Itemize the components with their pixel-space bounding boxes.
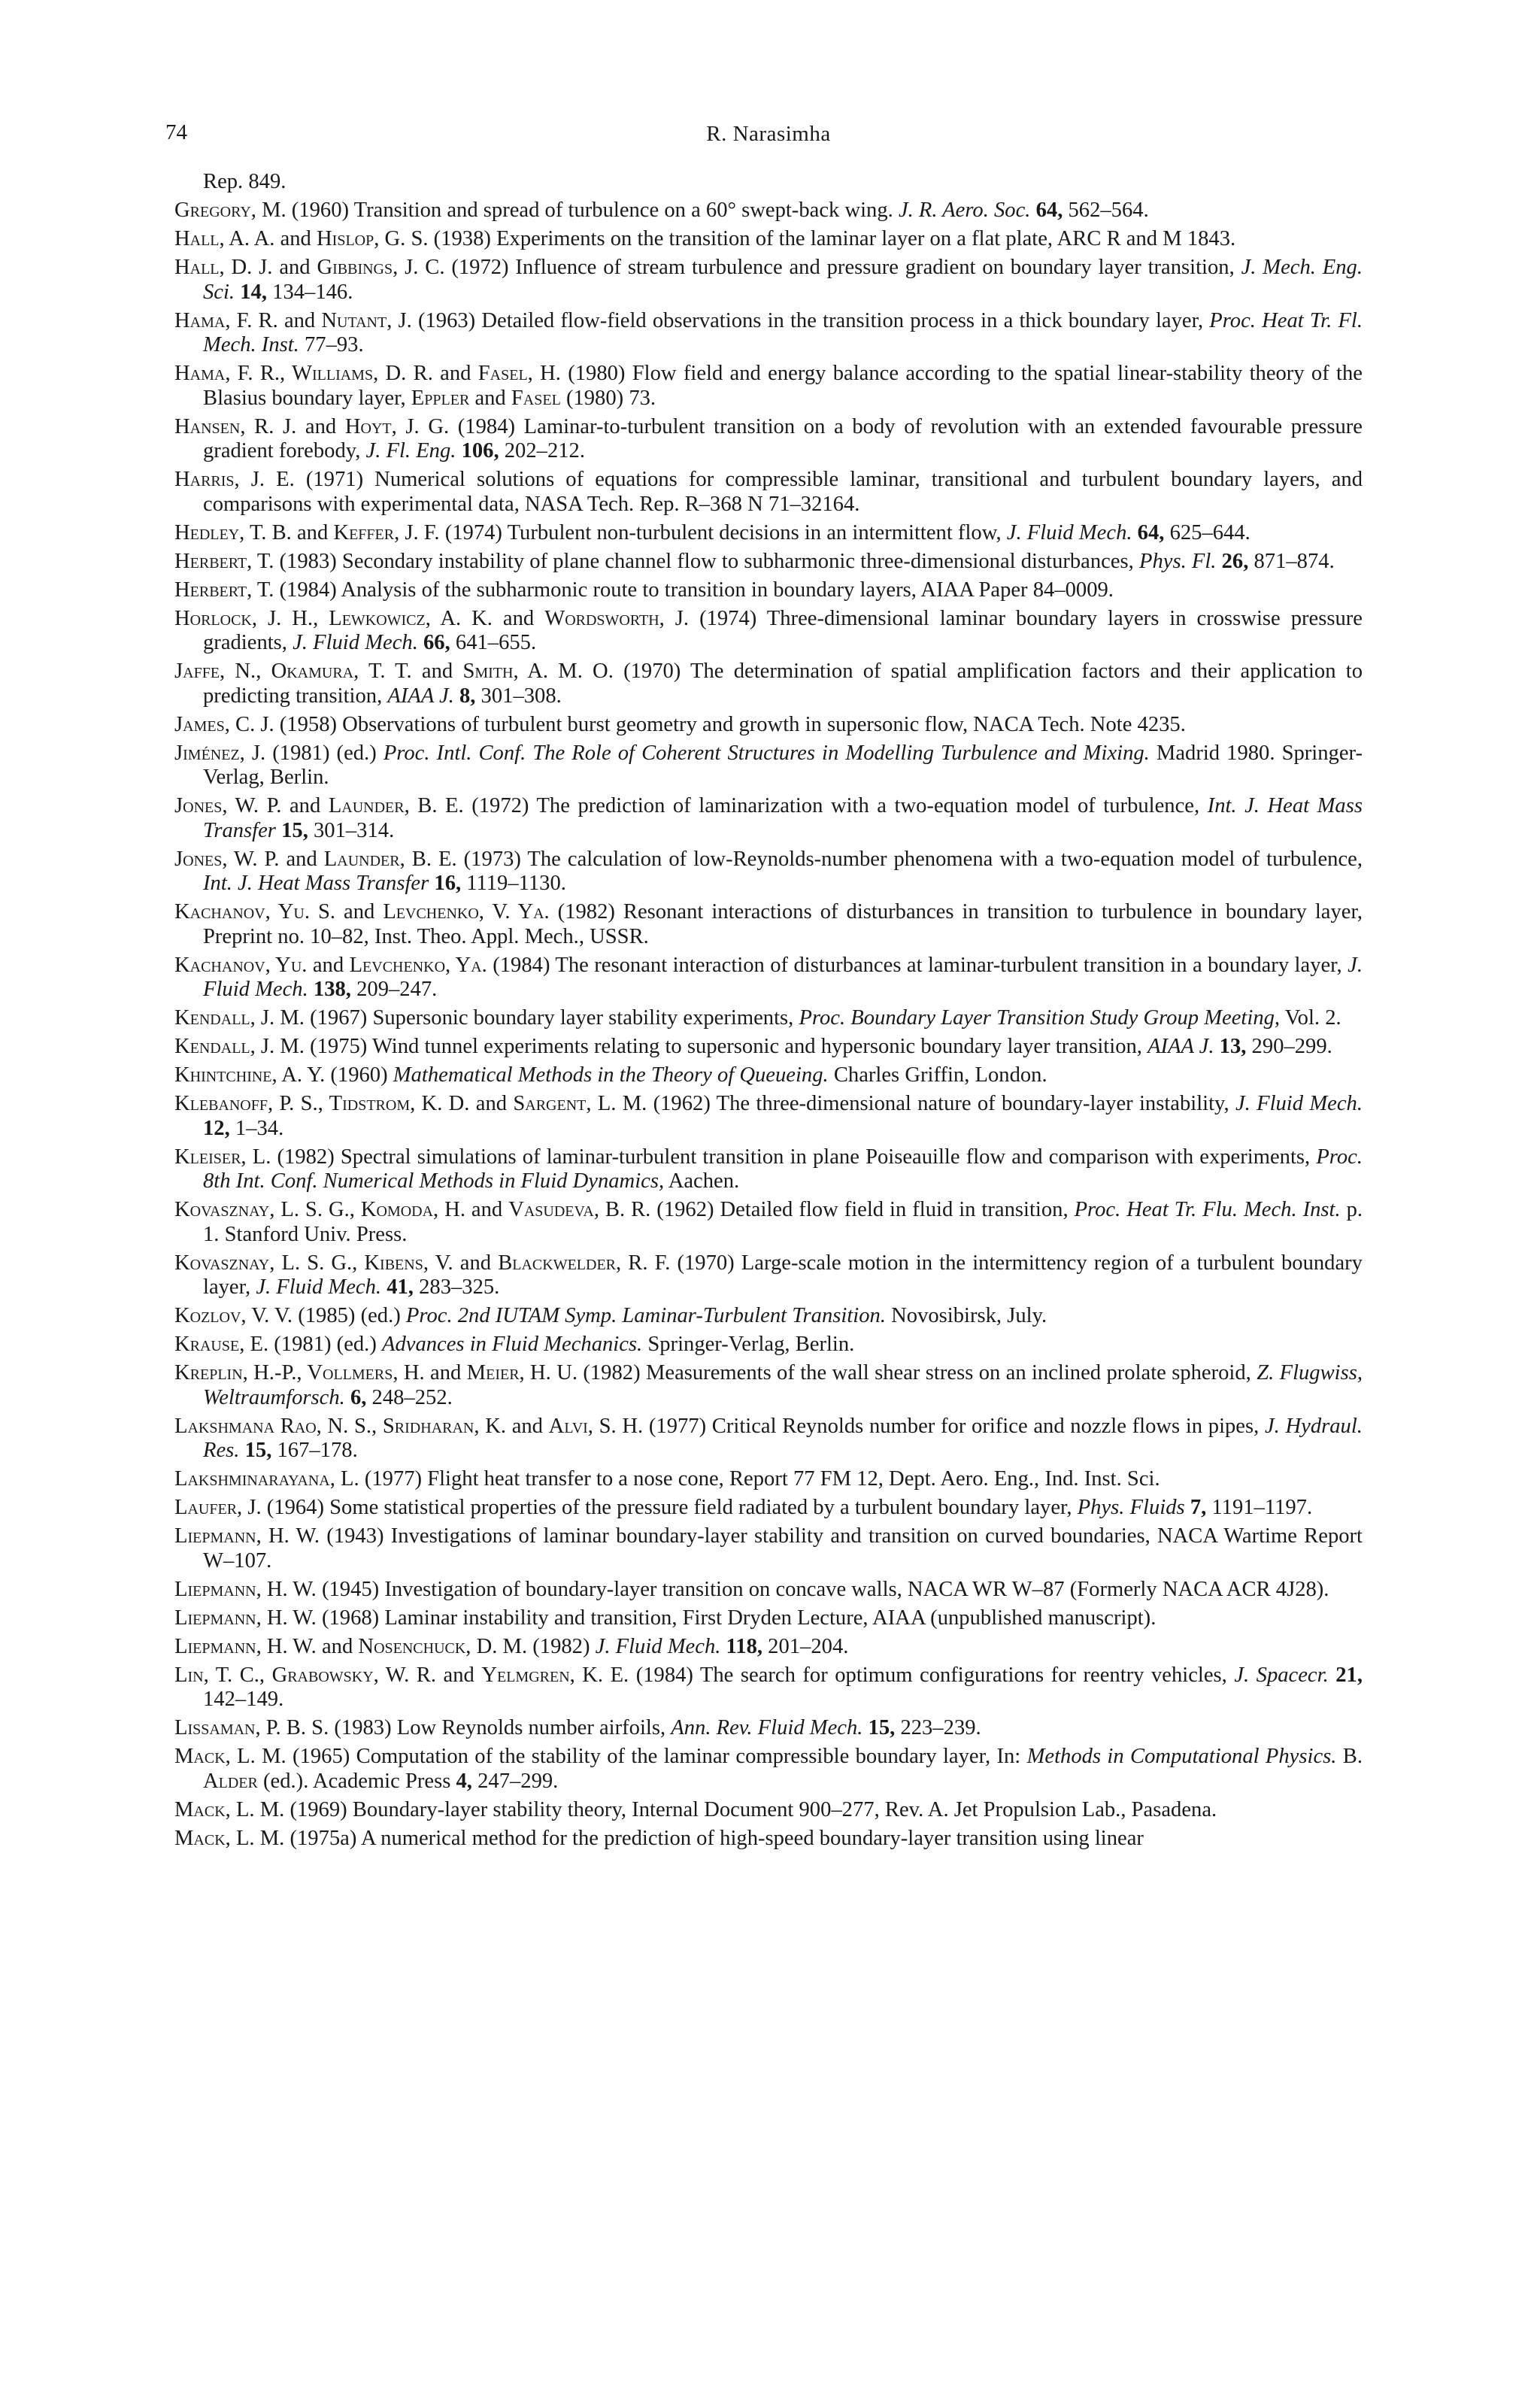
reference-entry <box>174 1716 1363 1741</box>
ref-text: (1984) Analysis of the subharmonic route to transition in boundary layers, AIAA Paper 84–0009. <box>274 578 1114 602</box>
ref-text: (1962) Detailed flow field in fluid in transition, <box>650 1198 1075 1221</box>
ref-author: Kleiser, L. <box>174 1145 271 1169</box>
ref-journal: J. Fl. Eng. <box>365 439 456 463</box>
reference-entry <box>174 256 1363 305</box>
reference-entry <box>174 1304 1363 1329</box>
ref-text: (1960) Transition and spread of turbulence on a 60° swept-back wing. <box>286 199 899 222</box>
ref-author: Lakshminarayana, L. <box>174 1467 359 1491</box>
reference-entry <box>174 1333 1363 1357</box>
ref-journal: J. Fluid Mech. <box>1006 520 1132 544</box>
ref-journal: J. Spacecr. <box>1234 1663 1329 1687</box>
reference-entry <box>174 1798 1363 1823</box>
ref-author: Levchenko, V. Ya. <box>383 900 550 924</box>
ref-text: and <box>307 953 350 977</box>
reference-entry <box>174 1035 1363 1060</box>
ref-text: (1984) The search for optimum configurations for reentry vehicles, <box>629 1663 1235 1687</box>
reference-entry <box>174 1524 1363 1573</box>
ref-journal: Proc. Intl. Conf. The Role of Coherent Structures in Modelling Turbulence and Mixing. <box>383 741 1150 765</box>
ref-journal: Methods in Computational Physics. <box>1026 1745 1337 1768</box>
ref-journal: Proc. Boundary Layer Transition Study Group Meeting, <box>799 1006 1281 1030</box>
ref-author: Gibbings, J. C. <box>317 256 445 279</box>
ref-text: 247–299. <box>471 1769 559 1793</box>
reference-entry <box>174 1251 1363 1300</box>
reference-entry <box>174 794 1363 843</box>
ref-text <box>720 1635 726 1658</box>
ref-text: (1970) The determination of spatial amplification factors and their application to predicting transition, <box>203 660 1363 708</box>
running-head-author: R. Narasimha <box>706 122 831 146</box>
ref-author: Jones, W. P. <box>174 847 280 871</box>
ref-text: (1982) Resonant interactions of disturbances in transition to turbulence in boundary layer, Preprint no. 10–82, Inst. Theo. Appl. Mech., USSR. <box>203 900 1363 948</box>
ref-author: Mack, L. M. <box>174 1797 285 1821</box>
ref-text: (1972) The prediction of laminarization with a two-equation model of turbulence, <box>463 794 1208 817</box>
page-number: 74 <box>165 120 187 144</box>
ref-text: (1971) Numerical solutions of equations for compressible laminar, transitional and turbulent boundary layers, and comparisons with experimental data, NASA Tech. Rep. R–368 N 71–32164. <box>203 468 1363 516</box>
ref-text: 283–325. <box>413 1275 500 1299</box>
ref-volume: 15, <box>244 1439 272 1462</box>
ref-author: Mack, L. M. <box>174 1745 286 1768</box>
ref-journal: Mathematical Methods in the Theory of Queueing. <box>393 1063 829 1087</box>
ref-journal: Phys. Fl. <box>1138 549 1217 573</box>
ref-text: (1963) Detailed flow-field observations in the transition process in a thick boundary layer, <box>411 308 1210 332</box>
reference-entry <box>174 1827 1363 1852</box>
ref-text <box>1185 1496 1190 1519</box>
ref-author: Kreplin, H.-P., Vollmers, H. <box>174 1361 425 1385</box>
ref-text: (1975) Wind tunnel experiments relating to supersonic and hypersonic boundary layer transition, <box>304 1035 1148 1058</box>
ref-text <box>1216 550 1221 573</box>
ref-text: 1119–1130. <box>461 872 566 895</box>
ref-text <box>1030 199 1035 222</box>
ref-text: Vol. 2. <box>1280 1006 1341 1030</box>
reference-entry <box>174 199 1363 223</box>
ref-author: Liepmann, H. W. <box>174 1577 317 1601</box>
reference-entry <box>174 1664 1363 1712</box>
ref-text: and <box>291 520 334 544</box>
ref-text: and <box>281 794 329 817</box>
ref-journal: Int. J. Heat Mass Transfer <box>203 794 1363 842</box>
ref-text: (1984) Laminar-to-turbulent transition on a body of revolution with an extended favourable pressure gradient forebody, <box>203 414 1363 463</box>
ref-author: Herbert, T. <box>174 549 274 573</box>
ref-author: Mack, L. M. <box>174 1826 285 1850</box>
ref-text: and <box>274 227 317 250</box>
ref-text: (1945) Investigation of boundary-layer transition on concave walls, NACA WR W–87 (Formerly NACA ACR 4J28). <box>316 1577 1329 1601</box>
ref-author: Jones, W. P. <box>174 794 282 817</box>
reference-entry <box>174 1092 1363 1141</box>
ref-volume: 15, <box>868 1716 896 1739</box>
ref-text: and <box>492 606 545 630</box>
ref-author: Hedley, T. B. <box>174 520 292 544</box>
ref-text <box>1329 1664 1336 1687</box>
ref-author: James, C. J. <box>174 712 274 736</box>
ref-author: Kachanov, Yu. <box>174 953 308 977</box>
ref-journal: Proc. Heat Tr. Fl. Mech. Inst. <box>203 308 1363 356</box>
ref-text: (1969) Boundary-layer stability theory, Internal Document 900–277, Rev. A. Jet Propulsion Lab., Pasadena. <box>284 1797 1217 1821</box>
ref-journal: J. Fluid Mech. <box>293 631 418 654</box>
ref-author: Kovasznay, L. S. G., Kibens, V. <box>174 1251 453 1275</box>
ref-journal: J. Fluid Mech. <box>1235 1092 1363 1115</box>
ref-volume: 41, <box>387 1275 414 1299</box>
ref-text <box>418 631 423 654</box>
ref-text: 142–149. <box>203 1688 284 1711</box>
reference-entry <box>174 362 1363 411</box>
ref-journal: Advances in Fluid Mechanics. <box>382 1333 643 1356</box>
ref-text <box>345 1386 350 1409</box>
ref-volume: 8, <box>459 684 476 708</box>
reference-entry <box>174 900 1363 949</box>
ref-author: Herbert, T. <box>174 578 274 602</box>
ref-text: (1984) The resonant interaction of disturbances at laminar-turbulent transition in a boundary layer, <box>487 953 1348 977</box>
reference-entry <box>174 954 1363 1002</box>
ref-text: (ed.). Academic Press <box>257 1769 456 1793</box>
ref-text: (1973) The calculation of low-Reynolds-number phenomena with a two-equation model of turbulence, <box>456 847 1363 871</box>
ref-text: and <box>335 900 383 924</box>
ref-text: 202–212. <box>499 439 585 463</box>
page <box>165 113 1363 1855</box>
reference-entry <box>174 1496 1363 1521</box>
ref-text: (1962) The three-dimensional nature of boundary-layer instability, <box>647 1092 1235 1115</box>
reference-entry <box>174 1606 1363 1631</box>
ref-text: and <box>465 1198 509 1221</box>
ref-text: and <box>469 1092 514 1115</box>
ref-volume: 13, <box>1219 1035 1247 1058</box>
ref-text: (1943) Investigations of laminar boundary-layer stability and transition on curved boundaries, NACA Wartime Report W–107. <box>203 1524 1363 1573</box>
ref-text: 77–93. <box>299 333 364 356</box>
ref-author: Lakshmana Rao, N. S., Sridharan, K. <box>174 1414 506 1438</box>
ref-journal: J. Fluid Mech. <box>595 1634 721 1658</box>
ref-text <box>239 1439 244 1462</box>
ref-text: (1964) Some statistical properties of the pressure field radiated by a turbulent boundary layer, <box>261 1496 1078 1519</box>
ref-text: B. <box>1336 1745 1363 1768</box>
reference-entry <box>174 1578 1363 1603</box>
ref-text: (1968) Laminar instability and transition, First Dryden Lecture, AIAA (unpublished manuscript). <box>316 1606 1157 1630</box>
reference-entry <box>174 660 1363 708</box>
ref-text: (1960) <box>325 1063 393 1087</box>
ref-author: Lissaman, P. B. S. <box>174 1716 329 1739</box>
reference-entry <box>174 227 1363 252</box>
ref-text: (1958) Observations of turbulent burst geometry and growth in supersonic flow, NACA Tech. Note 4235. <box>274 712 1186 736</box>
ref-volume: 12, <box>203 1116 230 1140</box>
ref-author: Laufer, J. <box>174 1496 262 1519</box>
ref-author: Liepmann, H. W. <box>174 1524 320 1548</box>
reference-entry <box>174 1145 1363 1194</box>
ref-text: and <box>424 1361 467 1385</box>
ref-text <box>862 1716 868 1739</box>
ref-journal: Int. J. Heat Mass Transfer <box>203 872 429 895</box>
reference-entry <box>174 578 1363 603</box>
ref-text: (1967) Supersonic boundary layer stability experiments, <box>304 1006 799 1030</box>
ref-text: 223–239. <box>895 1716 981 1739</box>
ref-volume: 138, <box>313 978 351 1001</box>
reference-entry <box>174 521 1363 546</box>
ref-author: Lin, T. C., Grabowsky, W. R. <box>174 1663 437 1687</box>
ref-author: Kendall, J. M. <box>174 1006 305 1030</box>
reference-entry <box>174 1198 1363 1247</box>
ref-journal: AIAA J. <box>1147 1035 1214 1058</box>
reference-entry <box>174 309 1363 358</box>
ref-journal: Z. Flugwiss, Weltraumforsch. <box>203 1361 1363 1409</box>
ref-author: Khintchine, A. Y. <box>174 1063 326 1087</box>
ref-author: Harris, J. E. <box>174 468 295 491</box>
reference-entry <box>174 1415 1363 1463</box>
ref-text: (1981) (ed.) <box>265 741 383 765</box>
ref-text: (1972) Influence of stream turbulence and pressure gradient on boundary layer transition, <box>444 256 1241 279</box>
ref-text: and <box>296 414 345 438</box>
ref-journal: Proc. Heat Tr. Flu. Mech. Inst. <box>1074 1198 1341 1221</box>
ref-author: Kachanov, Yu. S. <box>174 900 336 924</box>
running-head <box>165 113 1363 158</box>
ref-volume: 6, <box>350 1385 367 1409</box>
reference-entry <box>174 550 1363 575</box>
ref-author: Yelmgren, K. E. <box>481 1663 629 1687</box>
ref-volume: 7, <box>1190 1496 1207 1519</box>
ref-text: and <box>469 386 511 410</box>
ref-author: Krause, E. <box>174 1333 269 1356</box>
ref-author: Kozlov, V. V. <box>174 1304 293 1327</box>
ref-author: Hall, D. J. <box>174 256 273 279</box>
ref-author: Fasel, H. <box>477 362 561 385</box>
ref-text: and <box>411 660 463 683</box>
reference-entry <box>174 607 1363 656</box>
ref-volume: 66, <box>423 631 450 654</box>
ref-volume: 15, <box>281 818 308 842</box>
ref-journal: J. Fluid Mech. <box>203 953 1363 1001</box>
ref-volume: 26, <box>1221 549 1249 573</box>
ref-volume: 16, <box>434 872 462 895</box>
ref-author: Fasel <box>511 386 561 410</box>
ref-journal: J. Hydraul. Res. <box>203 1414 1363 1462</box>
ref-text: Springer-Verlag, Berlin. <box>642 1333 855 1356</box>
ref-volume: 64, <box>1035 199 1063 222</box>
ref-text: (1977) Critical Reynolds number for orifice and nozzle flows in pipes, <box>643 1414 1265 1438</box>
ref-text: 1191–1197. <box>1206 1496 1313 1519</box>
ref-text: and <box>272 256 317 279</box>
ref-journal: AIAA J. <box>387 684 454 708</box>
ref-author: Hama, F. R., Williams, D. R. <box>174 362 433 385</box>
ref-text <box>1132 521 1138 544</box>
ref-text: 290–299. <box>1246 1035 1332 1058</box>
ref-text: (1980) Flow field and energy balance according to the spatial linear-stability theory of the Blasius boundary layer, <box>203 362 1363 410</box>
ref-author: Hislop, G. S. <box>317 227 429 250</box>
ref-journal: Ann. Rev. Fluid Mech. <box>671 1716 863 1739</box>
ref-text: 248–252. <box>366 1385 453 1409</box>
ref-author: Jaffe, N., Okamura, T. T. <box>174 660 412 683</box>
ref-text: and <box>506 1414 549 1438</box>
ref-author: Nutant, J. <box>321 308 412 332</box>
ref-journal: J. Fluid Mech. <box>256 1275 382 1299</box>
ref-author: Alder <box>203 1769 258 1793</box>
ref-journal: J. Mech. Eng. Sci. <box>203 256 1363 304</box>
ref-text: 625–644. <box>1164 520 1250 544</box>
ref-author: Nosenchuck, D. M. <box>358 1634 528 1658</box>
ref-author: Horlock, J. H., Lewkowicz, A. K. <box>174 606 493 630</box>
ref-text: p. 1. Stanford Univ. Press. <box>203 1198 1363 1246</box>
ref-author: Launder, B. E. <box>328 794 464 817</box>
ref-text: Madrid 1980. Springer-Verlag, Berlin. <box>203 741 1363 789</box>
ref-text: Rep. 849. <box>203 170 286 193</box>
ref-text: 167–178. <box>271 1439 358 1462</box>
ref-text: (1938) Experiments on the transition of the laminar layer on a flat plate, ARC R and M 1843. <box>428 227 1236 250</box>
ref-author: Hama, F. R. <box>174 308 278 332</box>
ref-text: 301–308. <box>475 684 562 708</box>
ref-text: (1983) Low Reynolds number airfoils, <box>329 1716 671 1739</box>
ref-text: and <box>453 1251 499 1275</box>
ref-text: (1974) Three-dimensional laminar boundary layers in crosswise pressure gradients, <box>203 606 1363 654</box>
ref-journal: Proc. 8th Int. Conf. Numerical Methods in Fluid Dynamics, <box>203 1145 1363 1193</box>
reference-entry <box>174 848 1363 896</box>
ref-text: 209–247. <box>350 978 438 1001</box>
ref-author: Liepmann, H. W. <box>174 1634 317 1658</box>
ref-volume: 64, <box>1137 520 1165 544</box>
ref-author: Eppler <box>411 386 470 410</box>
ref-text: Aachen. <box>664 1169 740 1193</box>
ref-author: Hansen, R. J. <box>174 414 297 438</box>
ref-text <box>1214 1035 1220 1058</box>
ref-text: (1983) Secondary instability of plane channel flow to subharmonic three-dimensional disturbances, <box>274 549 1139 573</box>
ref-text: Charles Griffin, London. <box>828 1063 1047 1087</box>
ref-text <box>454 684 459 708</box>
ref-author: Smith, A. M. O. <box>462 660 614 683</box>
ref-author: Blackwelder, R. F. <box>498 1251 671 1275</box>
ref-text <box>308 978 314 1001</box>
reference-entry <box>174 1006 1363 1031</box>
ref-text: (1977) Flight heat transfer to a nose cone, Report 77 FM 12, Dept. Aero. Eng., Ind. Inst. Sci. <box>359 1467 1160 1491</box>
ref-journal: Proc. 2nd IUTAM Symp. Laminar-Turbulent Transition. <box>405 1304 886 1327</box>
ref-text: (1982) Spectral simulations of laminar-turbulent transition in plane Poiseauille flow and comparison with experiments, <box>271 1145 1317 1169</box>
ref-text: and <box>277 308 322 332</box>
ref-text: 562–564. <box>1063 199 1149 222</box>
ref-text: (1982) <box>527 1634 596 1658</box>
reference-entry <box>174 713 1363 738</box>
ref-text: (1985) (ed.) <box>293 1304 406 1327</box>
reference-entry <box>174 1467 1363 1492</box>
ref-text: 1–34. <box>229 1116 284 1140</box>
ref-text: and <box>436 1663 482 1687</box>
ref-author: Klebanoff, P. S., Tidstrom, K. D. <box>174 1092 470 1115</box>
ref-author: Liepmann, H. W. <box>174 1606 317 1630</box>
ref-text: (1970) Large-scale motion in the intermittency region of a turbulent boundary layer, <box>203 1251 1363 1299</box>
ref-author: Kendall, J. M. <box>174 1035 305 1058</box>
ref-author: Keffer, J. F. <box>333 520 440 544</box>
ref-text: and <box>316 1634 359 1658</box>
reference-entry <box>174 415 1363 464</box>
ref-text: (1981) (ed.) <box>268 1333 382 1356</box>
reference-entry <box>174 1063 1363 1088</box>
ref-journal: J. R. Aero. Soc. <box>898 199 1031 222</box>
reference-entry <box>174 742 1363 790</box>
reference-entry <box>174 170 1363 195</box>
ref-author: Alvi, S. H. <box>548 1414 644 1438</box>
reference-list <box>174 170 1363 1851</box>
ref-author: Sargent, L. M. <box>513 1092 647 1115</box>
ref-text: 871–874. <box>1248 549 1335 573</box>
ref-author: Meier, H. U. <box>466 1361 578 1385</box>
ref-text <box>456 439 461 463</box>
ref-text: 641–655. <box>450 631 537 654</box>
ref-volume: 106, <box>461 439 499 463</box>
reference-entry <box>174 1635 1363 1660</box>
ref-volume: 21, <box>1335 1663 1363 1687</box>
ref-text: Novosibirsk, July. <box>885 1304 1047 1327</box>
ref-author: Vasudeva, B. R. <box>508 1198 651 1221</box>
ref-author: Gregory, M. <box>174 199 286 222</box>
ref-text: (1980) 73. <box>560 386 656 410</box>
ref-text: (1975a) A numerical method for the prediction of high-speed boundary-layer transition using linear <box>284 1826 1144 1850</box>
ref-text: (1982) Measurements of the wall shear stress on an inclined prolate spheroid, <box>578 1361 1257 1385</box>
ref-text: (1965) Computation of the stability of the laminar compressible boundary layer, In: <box>286 1745 1027 1768</box>
ref-author: Hoyt, J. G. <box>344 414 450 438</box>
ref-text: 301–314. <box>308 818 395 842</box>
ref-journal: Phys. Fluids <box>1077 1496 1185 1519</box>
ref-text: and <box>432 362 478 385</box>
ref-author: Wordsworth, J. <box>544 606 690 630</box>
ref-text: (1974) Turbulent non-turbulent decisions in an intermittent flow, <box>439 520 1007 544</box>
ref-author: Levchenko, Ya. <box>349 953 487 977</box>
ref-author: Jiménez, J. <box>174 741 266 765</box>
reference-entry <box>174 1361 1363 1410</box>
ref-author: Hall, A. A. <box>174 227 275 250</box>
reference-entry <box>174 1745 1363 1794</box>
ref-text: and <box>279 847 324 871</box>
ref-text: 134–146. <box>267 280 353 304</box>
ref-author: Kovasznay, L. S. G., Komoda, H. <box>174 1198 465 1221</box>
ref-text: 201–204. <box>762 1634 849 1658</box>
reference-entry <box>174 468 1363 517</box>
ref-volume: 4, <box>456 1769 472 1793</box>
ref-volume: 14, <box>240 280 267 304</box>
ref-author: Launder, B. E. <box>323 847 457 871</box>
ref-volume: 118, <box>726 1634 763 1658</box>
